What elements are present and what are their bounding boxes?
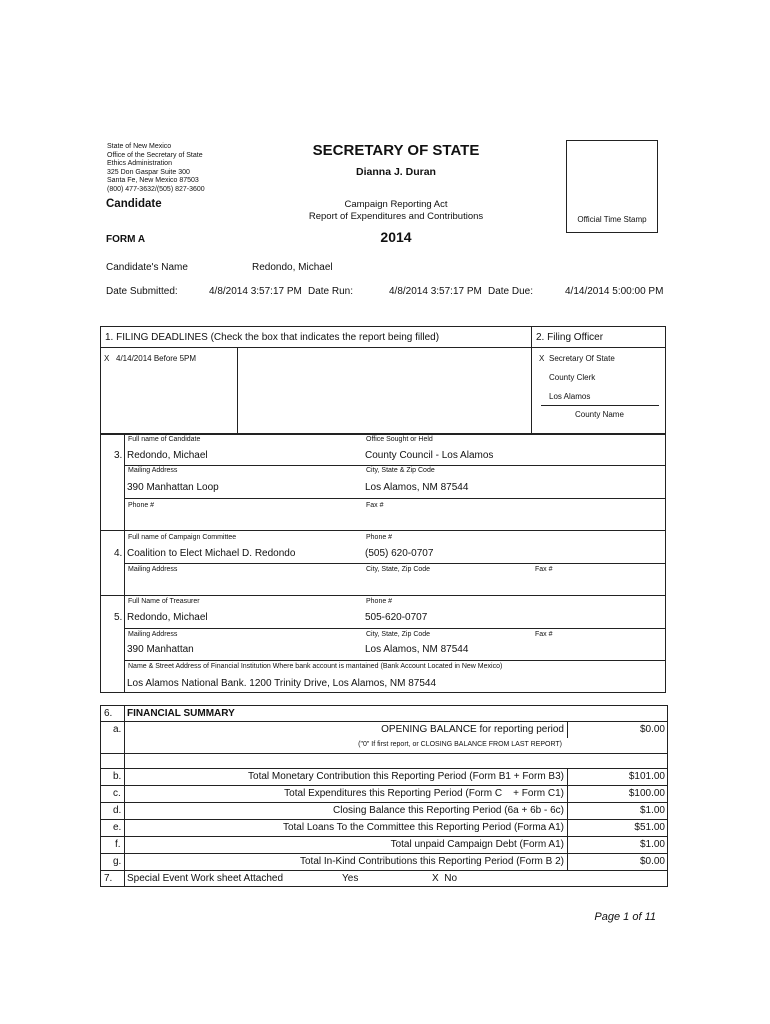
section-6-number: 6. bbox=[104, 708, 113, 719]
candidate-mailing: 390 Manhattan Loop bbox=[127, 482, 219, 493]
page-number: Page 1 of 11 bbox=[594, 911, 656, 923]
deadline-checkbox[interactable]: X bbox=[104, 354, 110, 363]
candidate-name-label: Candidate's Name bbox=[106, 262, 188, 273]
divider bbox=[100, 853, 668, 854]
divider bbox=[100, 819, 668, 820]
divider bbox=[124, 465, 666, 466]
office-sought-label: Office Sought or Held bbox=[366, 436, 433, 443]
filing-deadlines-heading: 1. FILING DEADLINES (Check the box that indicates the report being filled) bbox=[105, 332, 440, 343]
row-g-value: $0.00 bbox=[639, 856, 665, 867]
row-e-label: Total Loans To the Committee this Reporting Period (Forma A1) bbox=[282, 822, 564, 833]
special-event-label: Special Event Work sheet Attached bbox=[127, 873, 284, 884]
candidate-city: Los Alamos, NM 87544 bbox=[365, 482, 469, 493]
treasurer-fax-label: Fax # bbox=[535, 631, 553, 638]
treasurer-mailing: 390 Manhattan bbox=[127, 644, 194, 655]
divider bbox=[100, 802, 668, 803]
row-c-value: $100.00 bbox=[628, 788, 665, 799]
candidate-full-name: Redondo, Michael bbox=[127, 450, 208, 461]
opening-balance-value: $0.00 bbox=[639, 724, 665, 735]
date-due: 4/14/2014 5:00:00 PM bbox=[565, 286, 664, 297]
bank-label: Name & Street Address of Financial Institution Where bank account is mantained (Bank Account Located in New Mexico) bbox=[128, 663, 503, 670]
row-f-label: Total unpaid Campaign Debt (Form A1) bbox=[390, 839, 564, 850]
report-year: 2014 bbox=[380, 229, 412, 245]
date-due-label: Date Due: bbox=[488, 286, 534, 297]
secretary-name: Dianna J. Duran bbox=[356, 166, 436, 178]
row-d-letter: d. bbox=[113, 805, 122, 816]
row-b-letter: b. bbox=[113, 771, 122, 782]
officer-checkbox[interactable]: X bbox=[539, 354, 545, 363]
divider bbox=[124, 498, 666, 499]
treasurer-phone: 505-620-0707 bbox=[365, 612, 428, 623]
committee-phone-label: Phone # bbox=[366, 534, 393, 541]
row-b-value: $101.00 bbox=[628, 771, 665, 782]
office-line: State of New Mexico bbox=[107, 143, 172, 150]
county-name-label: County Name bbox=[575, 410, 624, 419]
office-line: Ethics Administration bbox=[107, 160, 172, 167]
act-line-1: Campaign Reporting Act bbox=[344, 199, 448, 210]
row-d-label: Closing Balance this Reporting Period (6a + 6b - 6c) bbox=[333, 805, 564, 816]
divider bbox=[100, 530, 666, 531]
officer-option: Secretary Of State bbox=[549, 354, 615, 363]
county-clerk-option: County Clerk bbox=[549, 373, 596, 382]
opening-balance-label: OPENING BALANCE for reporting period bbox=[381, 724, 564, 735]
divider bbox=[100, 753, 668, 754]
candidate-city-label: City, State & Zip Code bbox=[366, 467, 435, 474]
date-run-label: Date Run: bbox=[308, 286, 354, 297]
row-g-label: Total In-Kind Contributions this Reporting Period (Form B 2) bbox=[299, 856, 564, 867]
candidate-fax-label: Fax # bbox=[366, 502, 384, 509]
row-b-label: Total Monetary Contribution this Reporting Period (Form B1 + Form B3) bbox=[248, 771, 564, 782]
treasurer-name-label: Full Name of Treasurer bbox=[128, 598, 200, 605]
divider bbox=[100, 785, 668, 786]
divider bbox=[124, 705, 125, 887]
divider bbox=[100, 347, 666, 348]
special-event-yes[interactable]: Yes bbox=[342, 873, 359, 884]
office-line: Office of the Secretary of State bbox=[107, 151, 203, 159]
divider bbox=[100, 836, 668, 837]
divider bbox=[124, 660, 666, 661]
candidate-name: Redondo, Michael bbox=[252, 262, 333, 273]
county-underline bbox=[541, 405, 659, 406]
committee-fax-label: Fax # bbox=[535, 566, 553, 573]
office-address bbox=[107, 143, 257, 194]
treasurer-city: Los Alamos, NM 87544 bbox=[365, 644, 469, 655]
committee-city-label: City, State, Zip Code bbox=[366, 566, 431, 573]
divider bbox=[100, 721, 668, 722]
candidate-full-name-label: Full name of Candidate bbox=[128, 436, 201, 443]
divider bbox=[567, 721, 568, 738]
section-3-number: 3. bbox=[114, 450, 123, 461]
section-4-number: 4. bbox=[114, 548, 123, 559]
treasurer-city-label: City, State, Zip Code bbox=[366, 631, 431, 638]
row-c-label: Total Expenditures this Reporting Period (Form C + Form C1) bbox=[284, 788, 564, 799]
committee-mailing-label: Mailing Address bbox=[128, 566, 178, 573]
official-time-stamp-label: Official Time Stamp bbox=[577, 215, 647, 224]
candidate-mailing-label: Mailing Address bbox=[128, 467, 178, 474]
divider bbox=[124, 628, 666, 629]
treasurer-phone-label: Phone # bbox=[366, 598, 393, 605]
filing-officer-heading: 2. Filing Officer bbox=[536, 332, 604, 343]
date-submitted: 4/8/2014 3:57:17 PM bbox=[209, 286, 302, 297]
treasurer-name: Redondo, Michael bbox=[127, 612, 208, 623]
row-g-letter: g. bbox=[113, 856, 122, 867]
deadline-option: 4/14/2014 Before 5PM bbox=[116, 354, 197, 363]
row-d-value: $1.00 bbox=[639, 805, 665, 816]
divider bbox=[531, 326, 532, 434]
act-line-2: Report of Expenditures and Contributions bbox=[308, 211, 484, 222]
committee-name: Coalition to Elect Michael D. Redondo bbox=[127, 548, 296, 559]
candidate-phone-label: Phone # bbox=[128, 502, 155, 509]
divider bbox=[100, 870, 668, 871]
candidate-label: Candidate bbox=[106, 198, 162, 210]
page-title: SECRETARY OF STATE bbox=[312, 142, 480, 159]
opening-balance-note: ("0" If first report, or CLOSING BALANCE FROM LAST REPORT) bbox=[358, 741, 562, 748]
special-event-no[interactable]: X No bbox=[432, 873, 458, 884]
row-f-value: $1.00 bbox=[639, 839, 665, 850]
committee-phone: (505) 620-0707 bbox=[365, 548, 434, 559]
divider bbox=[100, 595, 666, 596]
date-run: 4/8/2014 3:57:17 PM bbox=[389, 286, 482, 297]
divider bbox=[100, 768, 668, 769]
row-e-value: $51.00 bbox=[634, 822, 665, 833]
row-c-letter: c. bbox=[113, 788, 121, 799]
divider bbox=[124, 563, 666, 564]
office-sought: County Council - Los Alamos bbox=[365, 450, 494, 461]
committee-name-label: Full name of Campaign Committee bbox=[128, 534, 237, 541]
row-f-letter: f. bbox=[115, 839, 121, 850]
row-e-letter: e. bbox=[113, 822, 122, 833]
opening-letter: a. bbox=[113, 724, 122, 735]
date-submitted-label: Date Submitted: bbox=[106, 286, 178, 297]
treasurer-mailing-label: Mailing Address bbox=[128, 631, 178, 638]
office-line: 325 Don Gaspar Suite 300 bbox=[107, 168, 190, 176]
office-line: Santa Fe, New Mexico 87503 bbox=[107, 177, 199, 184]
section-5-number: 5. bbox=[114, 612, 123, 623]
form-label: FORM A bbox=[106, 234, 146, 245]
financial-summary-heading: FINANCIAL SUMMARY bbox=[127, 708, 235, 719]
office-line: (800) 477-3632/(505) 827-3600 bbox=[107, 185, 205, 193]
divider bbox=[237, 347, 238, 434]
bank-address: Los Alamos National Bank. 1200 Trinity Drive, Los Alamos, NM 87544 bbox=[127, 678, 437, 689]
section-7-number: 7. bbox=[104, 873, 113, 884]
county-value: Los Alamos bbox=[549, 392, 591, 401]
